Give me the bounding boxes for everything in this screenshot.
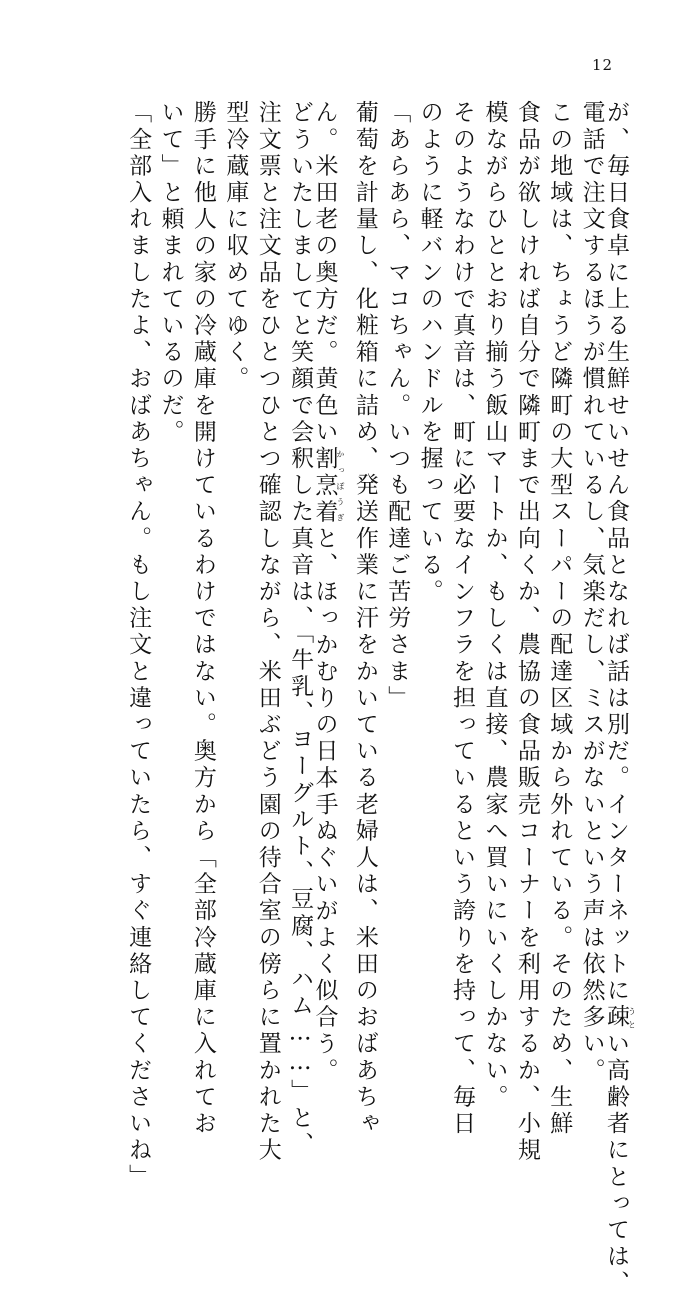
text-line: 「あらあら、マコちゃん。いつも配達ご苦労さま」 xyxy=(384,100,411,712)
text-line: 食品が欲しければ自分で隣町まで出向くか、農協の食品販売コーナーを利用するか、小規 xyxy=(513,100,540,1164)
furigana-word: 疎うと xyxy=(603,1004,637,1032)
text-line: 電話で注文するほうが慣れているし、気楽だし、ミスがないという声は依然多い。 xyxy=(578,100,605,1085)
furigana-word: 割烹着かっぽうぎ xyxy=(311,445,345,526)
text-line: が、毎日食卓に上る生鮮せいせん食品となれば話は別だ。インターネットに疎うとい高齢者にとっては、 xyxy=(603,100,637,1297)
vertical-text-body xyxy=(125,100,637,1297)
text-line: 模ながらひととおり揃う飯山マートか、もしくは直接、農家へ買いにいくしかない。 xyxy=(481,100,508,1111)
furigana-reading: かっぽうぎ xyxy=(335,445,345,526)
text-line: 注文票と注文品をひとつひとつ確認しながら、米田ぶどう園の待合室の傍らに置かれた大 xyxy=(254,100,281,1164)
text-line: のように軽バンのハンドルを握っている。 xyxy=(416,100,443,606)
text-line: 勝手に他人の家の冷蔵庫を開けているわけではない。奥方から「全部冷蔵庫に入れてお xyxy=(189,100,216,1138)
text-line: そのようなわけで真音は、町に必要なインフラを担っているという誇りを持って、毎日 xyxy=(449,100,476,1138)
text-line: いて」と頼まれているのだ。 xyxy=(157,100,184,446)
furigana-reading: うと xyxy=(627,1004,637,1031)
text-line: 葡萄を計量し、化粧箱に詰め、発送作業に汗をかいている老婦人は、米田のおばあちゃ xyxy=(351,100,378,1138)
text-line: この地域は、ちょうど隣町の大型スーパーの配達区域から外れている。そのため、生鮮 xyxy=(546,100,573,1138)
text-line: 「全部入れましたよ、おばあちゃん。もし注文と違っていたら、すぐ連絡してくださいね」 xyxy=(125,100,152,1191)
page-number: 12 xyxy=(592,56,614,74)
text-line: どういたしましてと笑顔で会釈した真音は、「牛乳、ヨーグルト、豆腐、ハム……」と、 xyxy=(287,100,314,1159)
text-line: 型冷蔵庫に収めてゆく。 xyxy=(222,100,249,393)
text-line: ん。米田老の奥方だ。黄色い割烹着かっぽうぎと、ほっかむりの日本手ぬぐいがよく似合う。 xyxy=(311,100,345,1085)
